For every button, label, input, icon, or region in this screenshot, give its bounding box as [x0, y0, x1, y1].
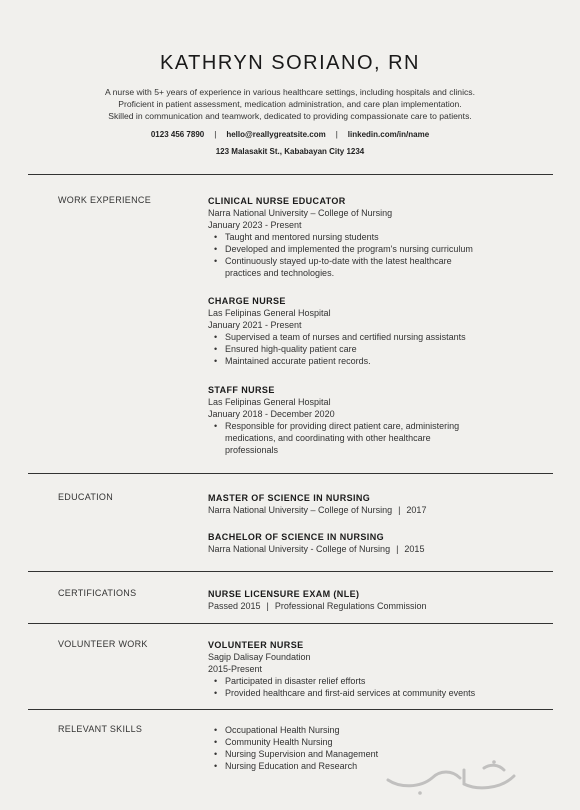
job-dates: January 2018 - December 2020	[208, 409, 335, 419]
job-entry	[208, 295, 538, 367]
skill-item: • Nursing Supervision and Management	[208, 748, 538, 760]
section-divider	[28, 571, 553, 572]
skill-item: • Occupational Health Nursing	[208, 724, 538, 736]
duty-item-continued: medications, and coordinating with other healthcare	[225, 433, 431, 443]
job-dates: January 2021 - Present	[208, 320, 302, 330]
job-organization: Narra National University – College of Nursing	[208, 208, 393, 218]
duty-item: • Developed and implemented the program's nursing curriculum	[208, 243, 538, 255]
home-address: 123 Malasakit St., Kababayan City 1234	[215, 147, 365, 156]
degree-school-line	[208, 543, 538, 555]
section-label-education: EDUCATION	[58, 492, 114, 502]
profile-summary	[40, 86, 540, 122]
volunteer-duties	[208, 675, 538, 699]
school-name: Narra National University – College of Nursing	[208, 505, 393, 515]
duty-item: • Supervised a team of nurses and certified nursing assistants	[208, 331, 538, 343]
skill-item: • Nursing Education and Research	[208, 760, 538, 772]
certifying-body: Professional Regulations Commission	[274, 601, 427, 611]
duty-item: • Provided healthcare and first-aid services at community events	[208, 687, 538, 699]
degree-school-line	[208, 504, 538, 516]
candidate-name: KATHRYN SORIANO, RN	[159, 52, 420, 74]
certification-details	[208, 600, 538, 612]
degree-title: MASTER OF SCIENCE IN NURSING	[208, 493, 371, 503]
duty-item: • Maintained accurate patient records.	[208, 355, 538, 367]
certification-entry	[208, 588, 538, 612]
job-organization: Las Felipinas General Hospital	[208, 397, 331, 407]
certification-passed: Passed 2015	[208, 601, 261, 611]
degree-title: BACHELOR OF SCIENCE IN NURSING	[208, 532, 385, 542]
summary-line: Skilled in communication and teamwork, dedicated to providing compassionate care to patients.	[108, 111, 472, 121]
volunteer-title: VOLUNTEER NURSE	[208, 640, 304, 650]
duty-item: • Continuously stayed up-to-date with the latest healthcare	[208, 255, 538, 267]
skill-item: • Community Health Nursing	[208, 736, 538, 748]
school-name: Narra National University - College of Nursing	[208, 544, 391, 554]
separator: |	[396, 544, 399, 554]
section-divider	[28, 623, 553, 624]
separator: |	[266, 601, 269, 611]
duty-item: • Responsible for providing direct patient care, administering	[208, 420, 538, 432]
job-dates: January 2023 - Present	[208, 220, 302, 230]
section-label-certifications: CERTIFICATIONS	[58, 588, 137, 598]
volunteer-entry	[208, 639, 538, 699]
volunteer-dates: 2015-Present	[208, 664, 263, 674]
job-entry	[208, 195, 538, 279]
contact-separator: |	[335, 130, 338, 139]
volunteer-organization: Sagip Dalisay Foundation	[208, 652, 311, 662]
haraj-watermark-logo	[380, 758, 525, 796]
linkedin-url: linkedin.com/in/name	[347, 130, 430, 139]
job-title: STAFF NURSE	[208, 385, 275, 395]
section-divider	[28, 709, 553, 710]
duty-item-continued: professionals	[225, 445, 279, 455]
summary-line: A nurse with 5+ years of experience in various healthcare settings, including hospitals and clinics.	[105, 87, 475, 97]
job-duties	[208, 231, 538, 279]
degree-entry	[208, 531, 538, 555]
email-address: hello@reallygreatsite.com	[226, 130, 326, 139]
job-duties	[208, 331, 538, 367]
duty-item: • Participated in disaster relief efforts	[208, 675, 538, 687]
section-label-volunteer: VOLUNTEER WORK	[58, 639, 148, 649]
contact-separator: |	[214, 130, 217, 139]
section-label-skills: RELEVANT SKILLS	[58, 724, 143, 734]
job-entry	[208, 384, 538, 456]
section-divider	[28, 473, 553, 474]
job-title: CHARGE NURSE	[208, 296, 286, 306]
separator: |	[398, 505, 401, 515]
section-divider	[28, 174, 553, 175]
degree-entry	[208, 492, 538, 516]
duty-item: • Taught and mentored nursing students	[208, 231, 538, 243]
graduation-year: 2015	[404, 544, 425, 554]
summary-line: Proficient in patient assessment, medication administration, and care plan implementation.	[118, 99, 462, 109]
phone-number: 0123 456 7890	[150, 130, 205, 139]
graduation-year: 2017	[406, 505, 427, 515]
job-organization: Las Felipinas General Hospital	[208, 308, 331, 318]
job-duties	[208, 420, 538, 456]
section-label-work: WORK EXPERIENCE	[58, 195, 152, 205]
duty-item: • Ensured high-quality patient care	[208, 343, 538, 355]
duty-item-continued: practices and technologies.	[225, 268, 335, 278]
contact-line	[0, 130, 580, 139]
job-title: CLINICAL NURSE EDUCATOR	[208, 196, 346, 206]
certification-title: NURSE LICENSURE EXAM (NLE)	[208, 589, 360, 599]
